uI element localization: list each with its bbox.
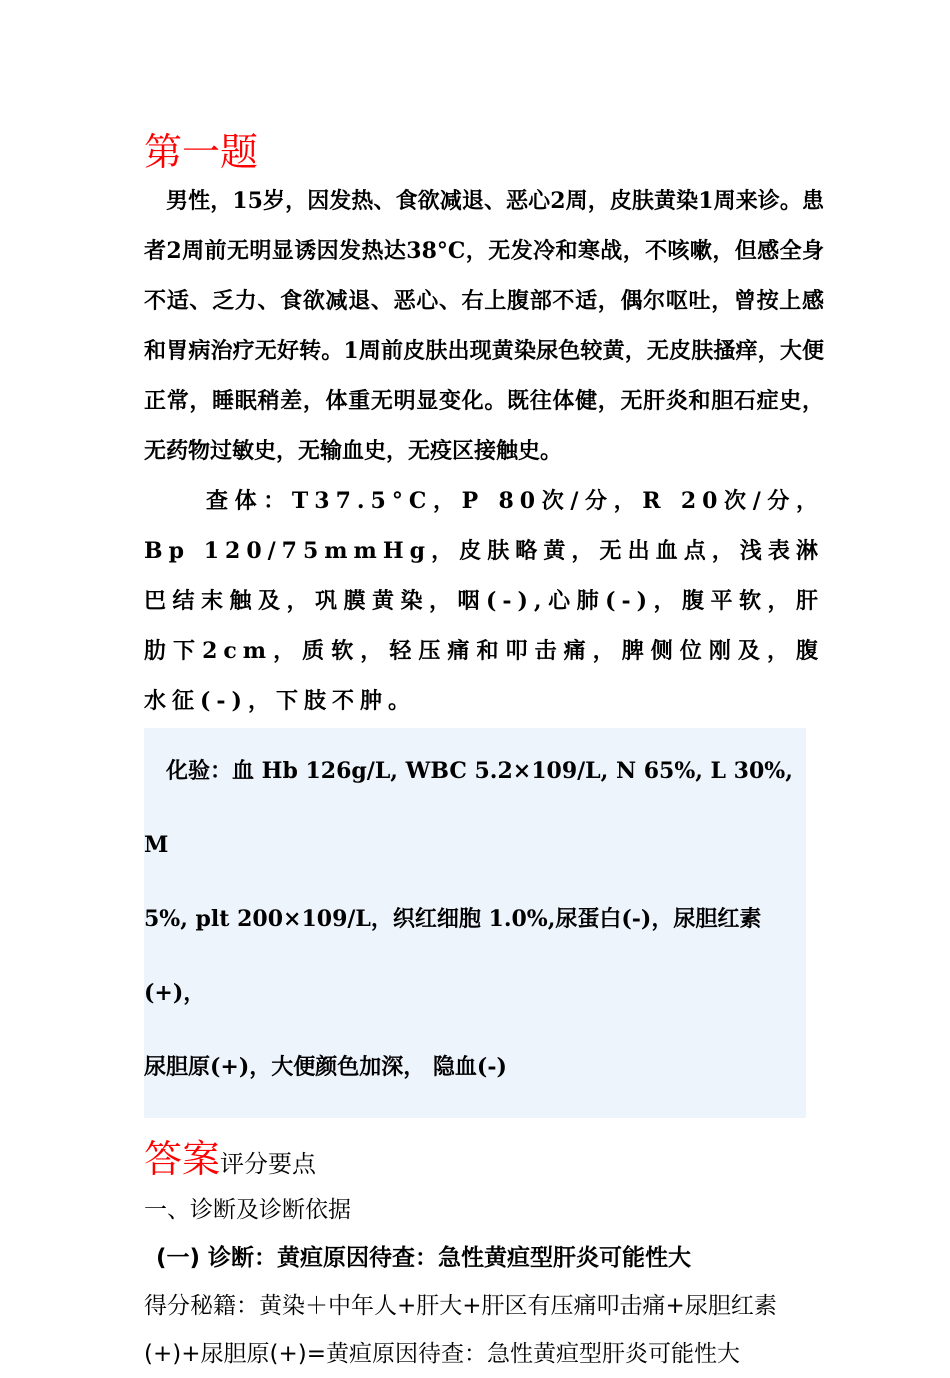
answer-heading xyxy=(144,1134,824,1186)
answer-subtitle: 评分要点 xyxy=(220,1150,317,1178)
lab-results-box xyxy=(144,728,806,1118)
physical-exam: 查体：T37.5°C，P 80次/分，R 20次/分，Bp 120/75mmHg，皮肤略黄，无出血点，浅表淋巴结末触及，巩膜黄染，咽(-),心肺(-)，腹平软，肝肋下2cm，质软，轻压痛和叩击痛，脾侧位刚及，腹水征(-)，下肢不肿。 xyxy=(144,488,824,714)
lab-line-1: 化验：血 Hb 126g/L, WBC 5.2×109/L, N 65%, L 30%, M xyxy=(144,758,793,858)
scoring-tip: 得分秘籍：黄染＋中年人+肝大+肝区有压痛叩击痛+尿胆红素(+)+尿胆原(+)=黄疸原因待查：急性黄疸型肝炎可能性大 xyxy=(144,1293,777,1367)
answer-title: 答案 xyxy=(144,1137,221,1181)
lab-line-3: 尿胆原(+)，大便颜色加深， 隐血(-) xyxy=(144,1054,507,1080)
lab-line-2: 5%, plt 200×109/L，织红细胞 1.0%,尿蛋白(-)，尿胆红素(+)， xyxy=(144,906,762,1006)
diagnosis-line xyxy=(144,1234,824,1282)
diagnosis-text: (一) 诊断：黄疸原因待查：急性黄疸型肝炎可能性大 xyxy=(156,1245,692,1271)
document-page xyxy=(144,128,824,1378)
case-history: 男性，15岁，因发热、食欲减退、恶心2周，皮肤黄染1周来诊。患者2周前无明显诱因发热达38°C，无发冷和寒战，不咳嗽，但感全身不适、乏力、食欲减退、恶心、右上腹部不适，偶尔呕吐，曾按上感和胃病治疗无好转。1周前皮肤出现黄染尿色较黄，无皮肤搔痒，大便正常，睡眠稍差，体重无明显变化。既往体健，无肝炎和胆石症史，无药物过敏史，无输血史，无疫区接触史。 xyxy=(144,188,824,464)
question-body xyxy=(144,176,824,726)
section-heading: 一、诊断及诊断依据 xyxy=(144,1197,351,1223)
question-title: 第一题 xyxy=(144,130,259,174)
